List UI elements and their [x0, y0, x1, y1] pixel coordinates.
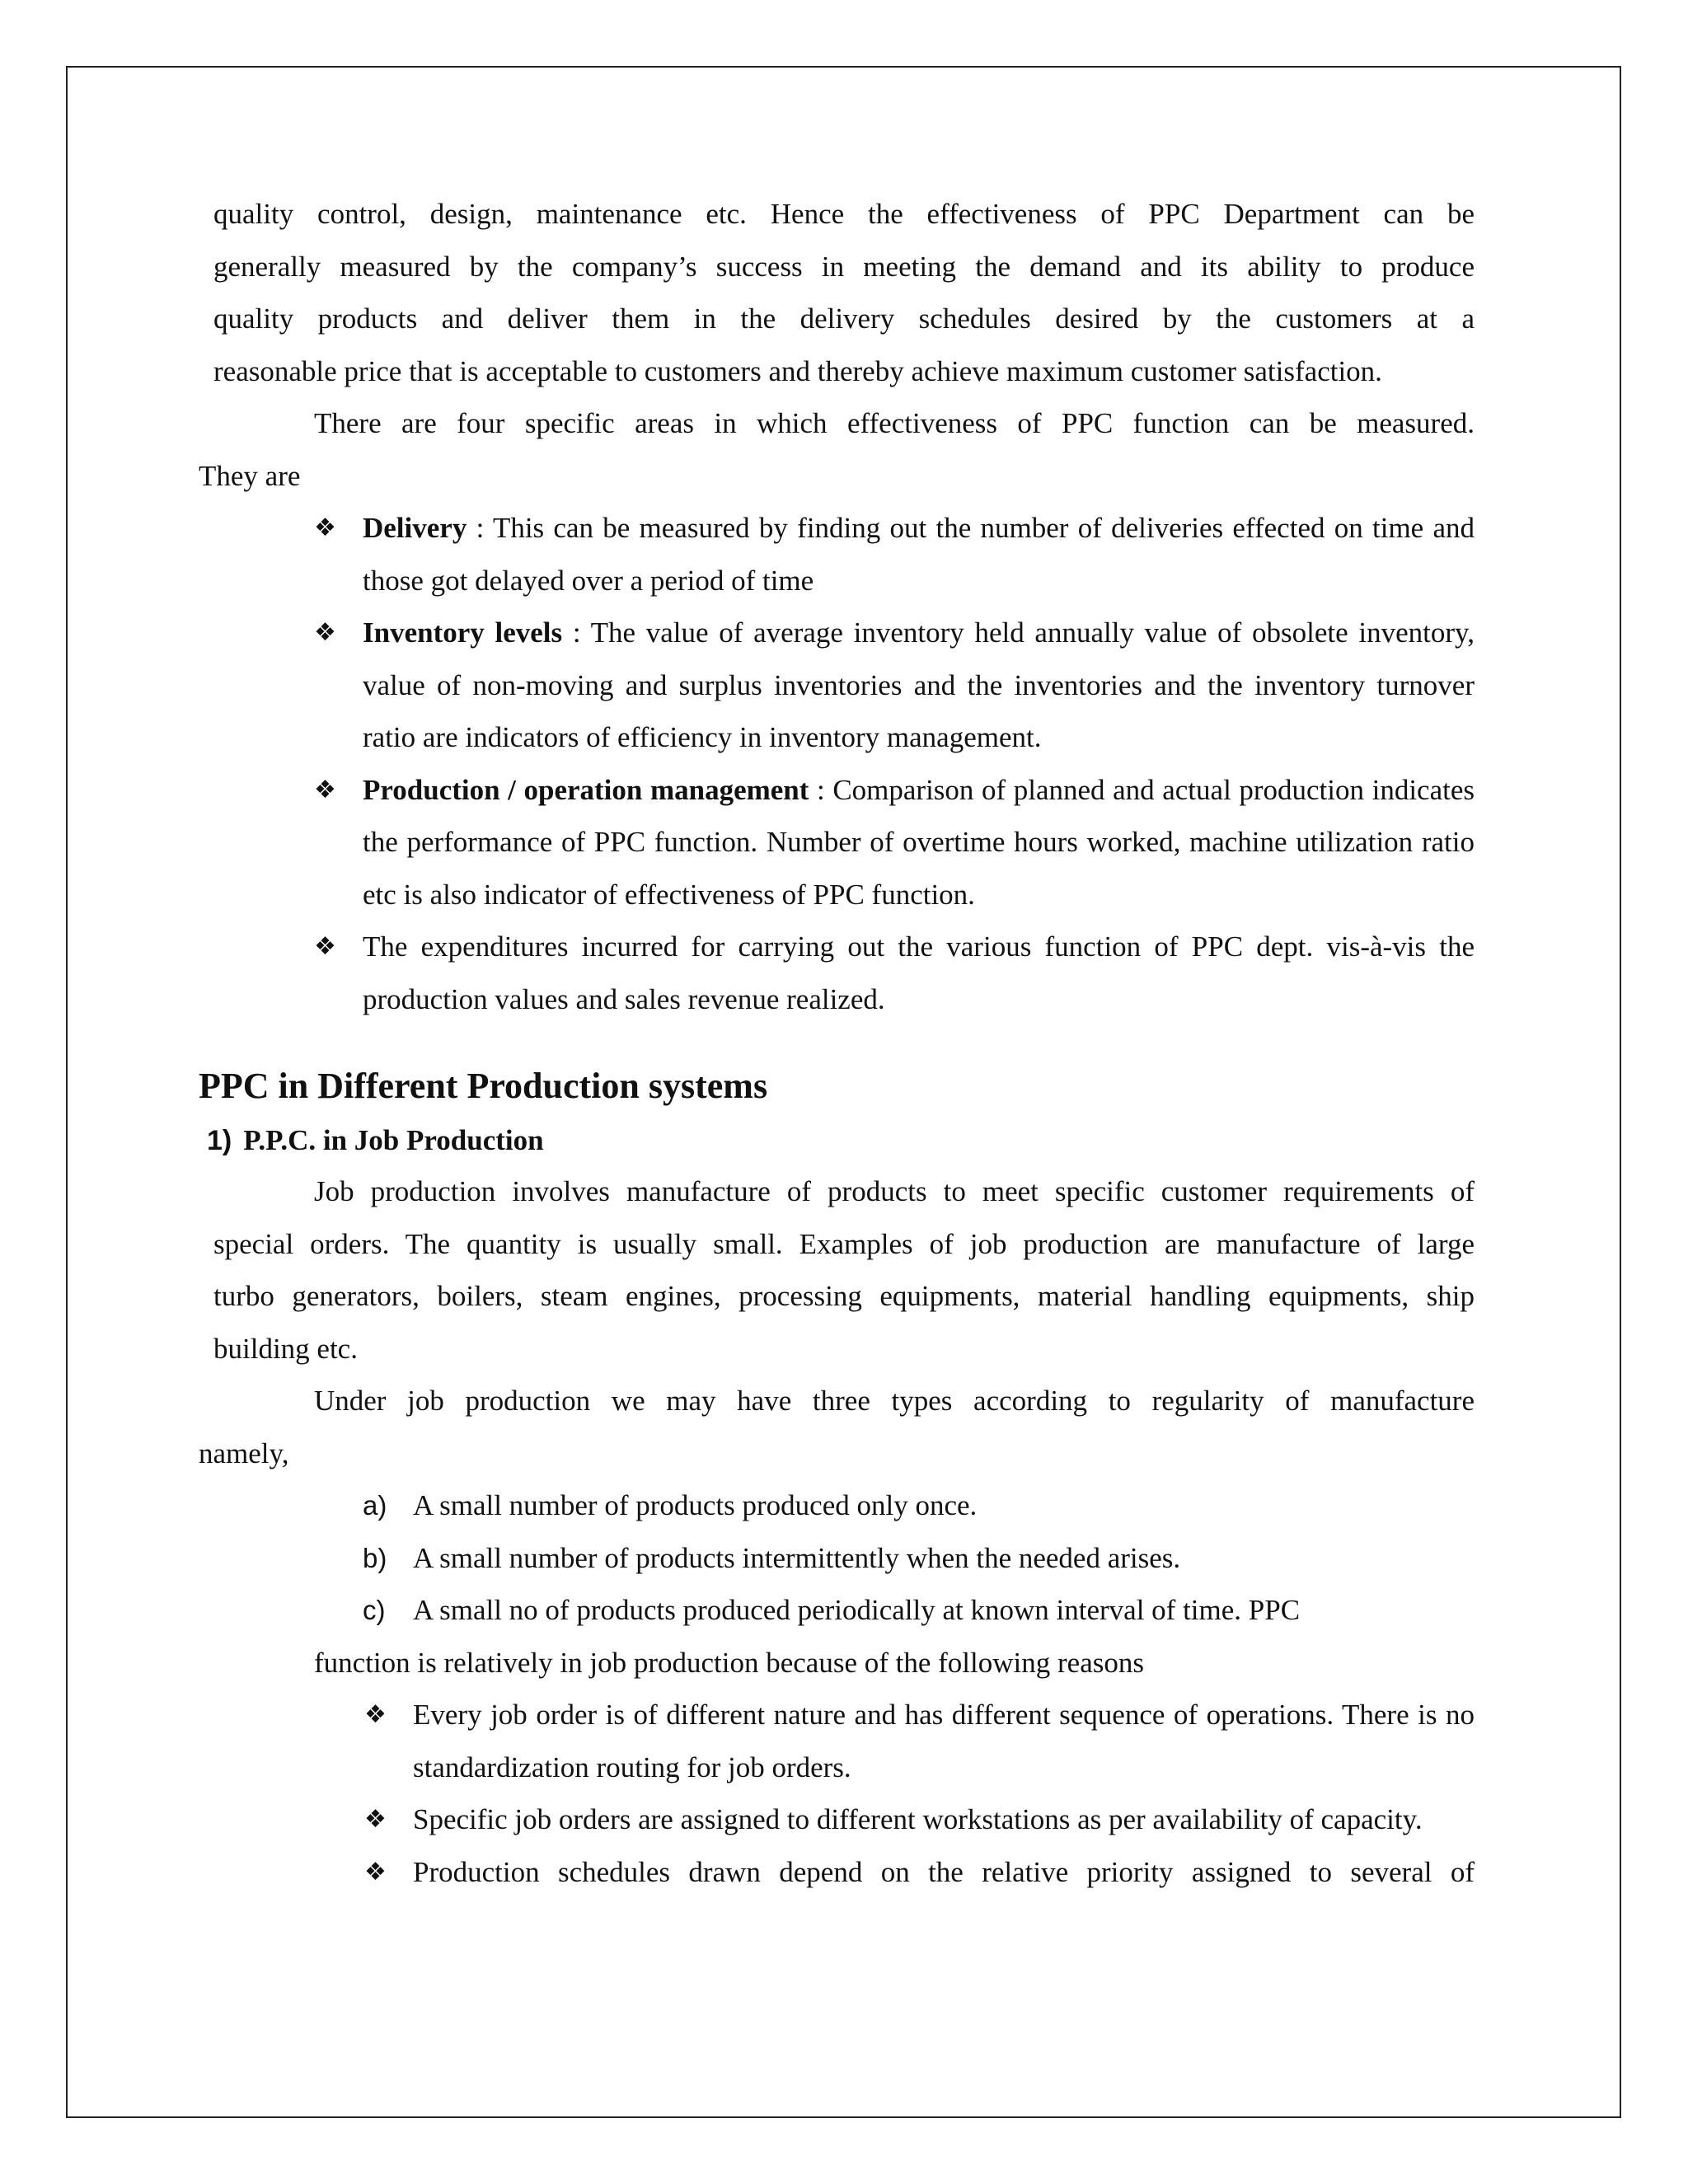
bullet-item-reason	[213, 1793, 1475, 1846]
diamond-bullet-icon: ❖	[364, 1805, 387, 1834]
list-text: A small number of products intermittently when the needed arises.	[413, 1541, 1181, 1574]
diamond-bullet-icon: ❖	[364, 1857, 387, 1886]
list-text: A small number of products produced only once.	[413, 1489, 978, 1521]
diamond-bullet-icon: ❖	[314, 775, 336, 804]
paragraph-line: generally measured by the company’s success in meeting the demand and its ability to produce	[213, 250, 1475, 283]
list-item	[213, 1532, 1475, 1585]
bullet-text: Specific job orders are assigned to different workstations as per availability of capacity.	[413, 1803, 1423, 1835]
page-content	[199, 188, 1475, 1898]
bullet-text: : This can be measured by finding out the number of deliveries effected on time and those got delayed over a period of time	[363, 512, 1475, 597]
bullet-text: : Comparison of planned and actual production indicates the performance of PPC function. Number of overtime hours worked, machine utilization ratio etc is also indicator of effectiveness of PPC function.	[363, 773, 1475, 911]
subsection-heading	[207, 1116, 1475, 1165]
subsection-number: 1)	[207, 1125, 232, 1156]
job-types-list	[213, 1479, 1475, 1637]
bullet-term: Delivery	[363, 512, 467, 544]
list-label: c)	[363, 1595, 386, 1625]
list-label: a)	[363, 1490, 387, 1521]
list-label: b)	[363, 1542, 387, 1573]
bullet-item-reason	[213, 1846, 1475, 1899]
bullet-item-inventory	[213, 607, 1475, 764]
bullet-item-production	[213, 764, 1475, 921]
paragraph-line: reasonable price that is acceptable to customers and thereby achieve maximum customer satisfaction.	[213, 354, 1382, 387]
list-text: A small no of products produced periodically at known interval of time. PPC	[413, 1594, 1301, 1626]
paragraph-line: quality products and deliver them in the delivery schedules desired by the customers at a	[213, 302, 1475, 335]
effectiveness-bullet-list	[213, 502, 1475, 1025]
paragraph-line: There are four specific areas in which effectiveness of PPC function can be measured.	[314, 407, 1475, 439]
bullet-term: Inventory levels	[363, 616, 563, 649]
paragraph-line: They are	[199, 459, 301, 492]
diamond-bullet-icon: ❖	[314, 513, 336, 542]
bullet-term: Production / operation management	[363, 773, 809, 806]
bullet-item-delivery	[213, 502, 1475, 607]
paragraph-line: turbo generators, boilers, steam engines, processing equipments, material handling equipments, ship	[213, 1280, 1475, 1312]
list-item	[213, 1584, 1475, 1637]
bullet-text: Every job order is of different nature and has different sequence of operations. There is no standardization routing for job orders.	[413, 1699, 1475, 1783]
paragraph-line: Job production involves manufacture of products to meet specific customer requirements of	[314, 1175, 1475, 1207]
section-heading: PPC in Different Production systems	[199, 1066, 768, 1106]
paragraph-line: quality control, design, maintenance etc. Hence the effectiveness of PPC Department can be	[213, 198, 1475, 230]
diamond-bullet-icon: ❖	[364, 1700, 387, 1729]
subsection-title: P.P.C. in Job Production	[243, 1124, 544, 1156]
paragraph-line: special orders. The quantity is usually small. Examples of job production are manufacture of large	[213, 1227, 1475, 1260]
bullet-item-expenditures	[213, 921, 1475, 1025]
paragraph-line: namely,	[199, 1436, 289, 1469]
bullet-item-reason	[213, 1689, 1475, 1793]
paragraph-line: Under job production we may have three types according to regularity of manufacture	[314, 1385, 1475, 1417]
bullet-text: Production schedules drawn depend on the relative priority assigned to several of	[413, 1855, 1475, 1888]
bullet-text: : The value of average inventory held annually value of obsolete inventory, value of non-moving and surplus inventories and the inventories and the inventory turnover ratio are indicators of efficiency in inventory management.	[363, 616, 1475, 753]
reasons-bullet-list	[213, 1689, 1475, 1898]
diamond-bullet-icon: ❖	[314, 618, 336, 647]
paragraph-line: building etc.	[213, 1332, 358, 1365]
list-item	[213, 1479, 1475, 1532]
bullet-text: The expenditures incurred for carrying out the various function of PPC dept. vis-à-vis the production values and sales revenue realized.	[363, 930, 1475, 1015]
diamond-bullet-icon: ❖	[314, 932, 336, 961]
paragraph-line: function is relatively in job production because of the following reasons	[314, 1646, 1144, 1679]
